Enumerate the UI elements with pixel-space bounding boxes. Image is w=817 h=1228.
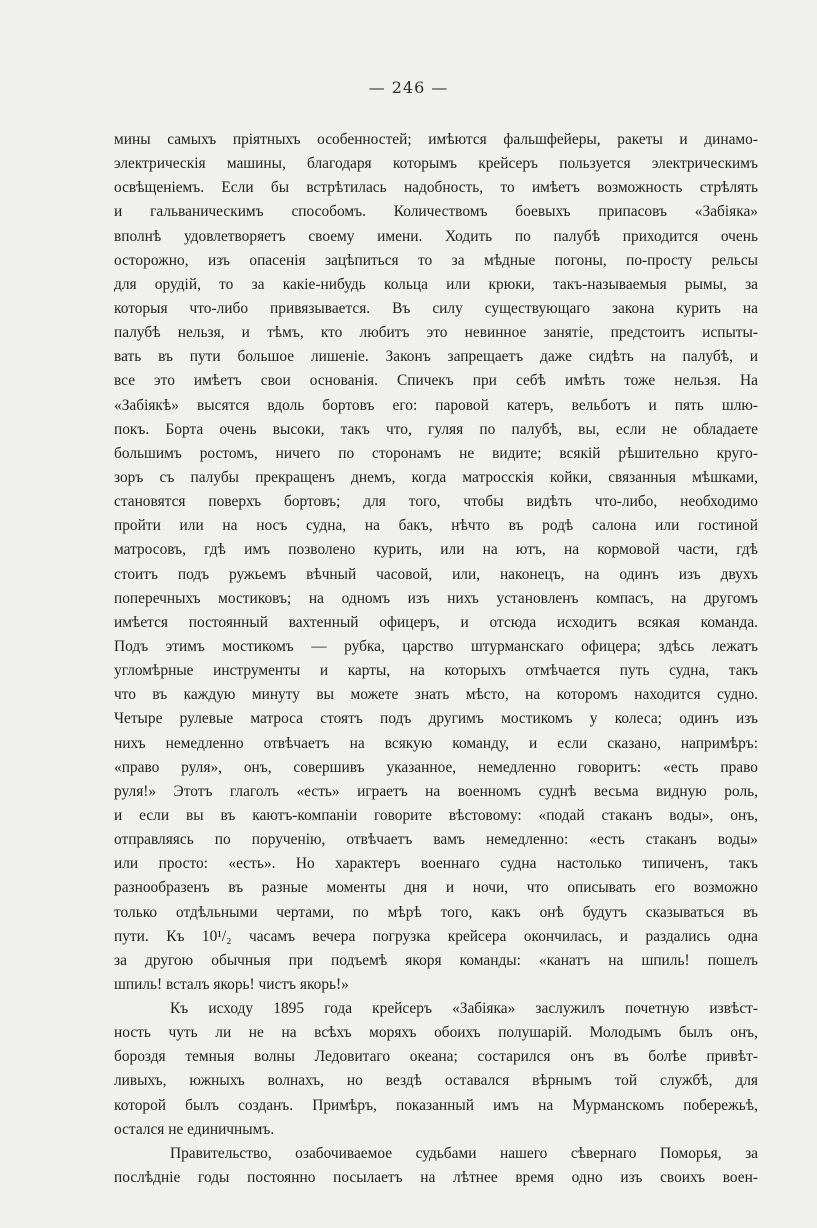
text-line: осторожно, изъ опасенія зацѣпиться то за мѣдные погоны, по-просту рельсы [114, 251, 758, 269]
text-line: Правительство, озабочиваемое судьбами нашего сѣвернаго Поморья, за [170, 1144, 758, 1162]
text-line: шпиль! всталъ якорь! чистъ якорь!» [114, 975, 349, 993]
text-line: Подъ этимъ мостикомъ — рубка, царство штурманскаго офицера; здѣсь лежатъ [114, 637, 758, 655]
paragraph-1 [114, 128, 758, 997]
text-line: нихъ немедленно отвѣчаетъ на всякую команду, и если сказано, напримѣръ: [114, 734, 758, 752]
text-line: «право руля», онъ, совершивъ указанное, немедленно говоритъ: «есть право [114, 758, 758, 776]
text-line: только отдѣльными чертами, по мѣрѣ того, какъ онѣ будутъ сказываться въ [114, 903, 758, 921]
text-line: Четыре рулевые матроса стоятъ подъ другимъ мостикомъ у колеса; одинъ изъ [114, 710, 758, 728]
text-line: стоитъ подъ ружьемъ вѣчный часовой, или, наконецъ, на одинъ изъ двухъ [114, 565, 758, 583]
text-line: отправляясь по порученію, отвѣчаетъ вамъ немедленно: «есть стаканъ воды» [114, 831, 758, 849]
body-text [114, 128, 758, 1190]
text-line: или просто: «есть». Но характеръ военнаго судна настолько типиченъ, такъ [114, 855, 758, 873]
paragraph-3 [114, 1142, 758, 1190]
text-line: которой былъ созданъ. Примѣръ, показанный имъ на Мурманскомъ побережьѣ, [114, 1096, 758, 1114]
page-number: — 246 — [368, 78, 449, 97]
text-line: пройти или на носъ судна, на бакъ, нѣчто въ родѣ салона или гостиной [114, 517, 758, 535]
text-line: что въ каждую минуту вы можете знать мѣсто, на которомъ находится судно. [114, 686, 758, 704]
text-line: руля!» Этотъ глаголъ «есть» играетъ на военномъ суднѣ весьма видную роль, [114, 782, 758, 800]
text-line: освѣщеніемъ. Если бы встрѣтилась надобность, то имѣетъ возможность стрѣлять [114, 179, 758, 197]
text-line: поперечныхъ мостиковъ; на одномъ изъ нихъ установленъ компасъ, на другомъ [114, 589, 758, 607]
text-line: электрическія машины, благодаря которымъ крейсеръ пользуется электрическимъ [114, 155, 758, 173]
text-line: зоръ съ палубы прекращенъ днемъ, когда матросскія койки, связанныя мѣшками, [114, 468, 758, 486]
text-line: матросовъ, гдѣ имъ позволено курить, или на ютъ, на кормовой части, гдѣ [114, 541, 758, 559]
text-line: мины самыхъ пріятныхъ особенностей; имѣются фальшфейеры, ракеты и динамо- [114, 131, 758, 148]
text-line: ность чуть ли не на всѣхъ моряхъ обоихъ полушарій. Молодымъ былъ онъ, [114, 1024, 758, 1042]
text-line: послѣдніе годы постоянно посылаетъ на лѣтнее время одно изъ своихъ воен- [114, 1169, 758, 1187]
text-line: пути. Къ 10¹/₂ часамъ вечера погрузка крейсера окончилась, и раздались одна [114, 927, 758, 945]
text-line: и если вы въ каютъ-компаніи говорите вѣстовому: «подай стаканъ воды», онъ, [114, 806, 758, 824]
text-line: за другою обычныя при подъемѣ якоря команды: «канатъ на шпиль! пошелъ [114, 951, 758, 969]
paragraph-2 [114, 997, 758, 1142]
text-line: покъ. Борта очень высоки, такъ что, гуляя по палубѣ, вы, если не обладаете [114, 420, 758, 438]
text-line: становятся поверхъ бортовъ; для того, чтобы видѣть что-либо, необходимо [114, 493, 758, 511]
text-line: вать въ пути большое лишеніе. Законъ запрещаетъ даже сидѣть на палубѣ, и [114, 348, 758, 366]
text-line: бороздя темныя волны Ледовитаго океана; состарился онъ въ болѣе привѣт- [114, 1048, 758, 1066]
text-line: остался не единичнымъ. [114, 1120, 275, 1138]
text-line: вполнѣ удовлетворяетъ своему имени. Ходить по палубѣ приходится очень [114, 227, 758, 245]
text-line: «Забіякѣ» высятся вдоль бортовъ его: паровой катеръ, вельботъ и пять шлю- [114, 396, 758, 414]
text-line: ливыхъ, южныхъ волнахъ, но вездѣ оставался вѣрнымъ той службѣ, для [114, 1072, 758, 1090]
text-line: большимъ ростомъ, ничего по сторонамъ не видите; всякій рѣшительно круго- [114, 444, 758, 462]
text-line: угломѣрные инструменты и карты, на которыхъ отмѣчается путь судна, такъ [114, 662, 758, 680]
text-line: разнообразенъ въ разные моменты дня и ночи, что описывать его возможно [114, 879, 758, 897]
text-line: все это имѣетъ свои основанія. Спичекъ при себѣ имѣть тоже нельзя. На [114, 372, 758, 390]
text-line: и гальваническимъ способомъ. Количествомъ боевыхъ припасовъ «Забіяка» [114, 203, 758, 221]
text-line: Къ исходу 1895 года крейсеръ «Забіяка» заслужилъ почетную извѣст- [170, 1000, 758, 1018]
text-line: палубѣ нельзя, и тѣмъ, кто любитъ это невинное занятіе, предстоитъ испыты- [114, 324, 758, 342]
text-line: для орудій, то за какіе-нибудь кольца или крюки, такъ-называемыя рымы, за [114, 275, 758, 293]
text-line: имѣется постоянный вахтенный офицеръ, и отсюда исходитъ всякая команда. [114, 613, 758, 631]
text-line: которыя что-либо привязывается. Въ силу существующаго закона курить на [114, 299, 758, 317]
